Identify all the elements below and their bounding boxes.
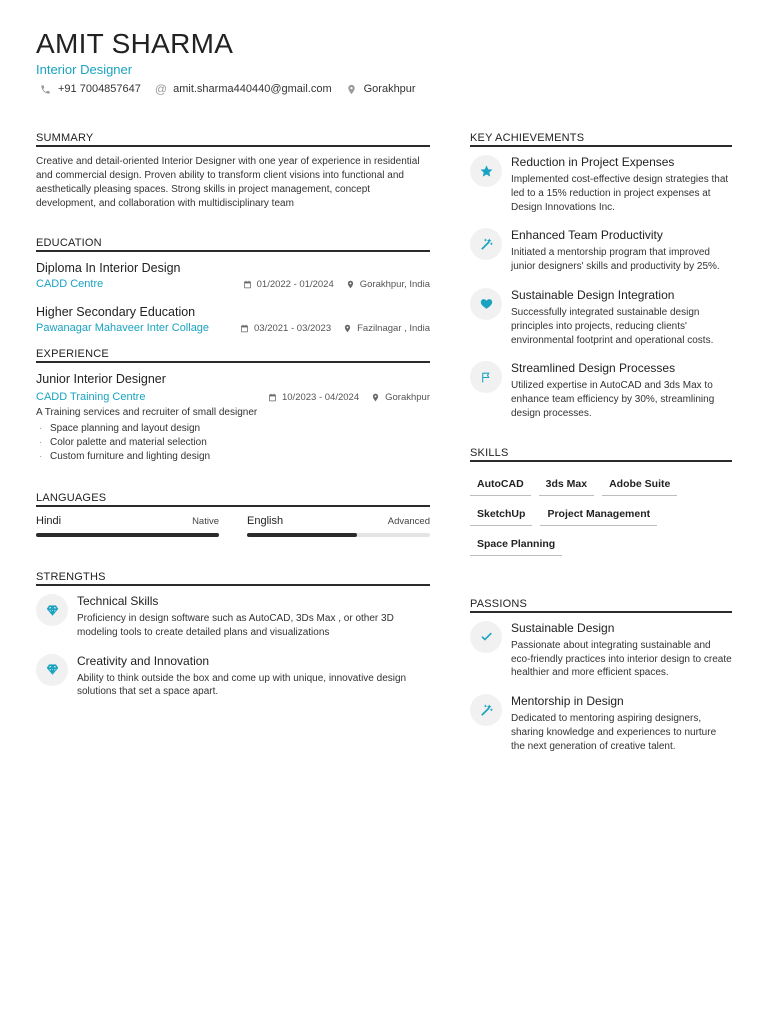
achievement-title: Streamlined Design Processes	[511, 361, 676, 376]
job-title: Interior Designer	[36, 62, 133, 77]
strength-desc: Proficiency in design software such as AutoCAD, 3Ds Max , or other 3D modeling tools to create detailed plans and visualizations	[77, 613, 394, 638]
experience-dates: 10/2023 - 04/2024	[281, 391, 360, 403]
skill-tag: 3ds Max	[539, 474, 594, 496]
school-name: Pawanagar Mahaveer Inter Collage	[36, 322, 210, 334]
education-location: Fazilnagar , India	[357, 322, 430, 334]
language-name: English	[247, 515, 284, 527]
phone-icon	[40, 84, 51, 95]
strengths-section	[36, 571, 430, 699]
strength-title: Creativity and Innovation	[77, 653, 210, 668]
achievement-item	[470, 155, 732, 214]
icon-circle	[470, 155, 502, 187]
languages-section	[36, 492, 430, 537]
achievement-title: Reduction in Project Expenses	[511, 155, 675, 169]
summary-text: Creative and detail-oriented Interior Designer with one year of experience in residential and commercial design. Proven ability to transform client visions into functional and aesthetically pleasing spaces. Strong skills in project management, concept development, and collaboration with multidisciplinary team	[36, 156, 420, 209]
achievements-section	[470, 132, 732, 421]
passions-section	[470, 598, 732, 754]
passion-item	[470, 694, 732, 753]
flag-icon	[480, 371, 493, 384]
strengths-heading: STRENGTHS	[36, 571, 430, 586]
list-item: · Color palette and material selection	[36, 436, 430, 450]
email-text[interactable]: amit.sharma440440@gmail.com	[173, 83, 332, 95]
language-level: Native	[192, 516, 219, 527]
company-name: CADD Training Centre	[36, 391, 146, 403]
calendar-icon	[243, 280, 252, 289]
skill-tag: Space Planning	[470, 534, 562, 556]
experience-location: Gorakhpur	[385, 391, 430, 403]
language-bar	[36, 533, 219, 537]
language-level: Advanced	[387, 516, 430, 527]
achievement-item	[470, 288, 732, 347]
skills-section	[470, 447, 732, 564]
summary-heading: SUMMARY	[36, 132, 430, 147]
achievement-item	[470, 361, 732, 420]
achievement-desc: Initiated a mentorship program that improved junior designers' skills and productivity by 25%.	[511, 247, 720, 273]
heart-icon	[480, 297, 493, 310]
icon-circle	[470, 694, 502, 726]
education-entry	[36, 304, 430, 334]
magic-wand-icon	[480, 704, 493, 717]
language-entry	[36, 515, 219, 537]
achievement-desc: Implemented cost-effective design strategies that led to a 15% reduction in project expenses at Design Innovations Inc.	[511, 174, 729, 213]
location-text: Gorakhpur	[363, 83, 416, 95]
calendar-icon	[268, 393, 277, 402]
summary-section	[36, 132, 430, 211]
passions-heading: PASSIONS	[470, 598, 732, 613]
icon-circle	[470, 288, 502, 320]
language-bar-fill	[247, 533, 357, 537]
location-pin-icon	[346, 280, 355, 289]
icon-circle	[470, 228, 502, 260]
check-icon	[480, 630, 493, 643]
contact-email	[155, 82, 332, 96]
icon-circle	[36, 594, 68, 626]
magic-wand-icon	[480, 238, 493, 251]
passion-title: Mentorship in Design	[511, 694, 624, 709]
list-item: · Custom furniture and lighting design	[36, 450, 430, 464]
role-title: Junior Interior Designer	[36, 372, 166, 386]
skills-list	[470, 474, 732, 564]
languages-heading: LANGUAGES	[36, 492, 430, 507]
degree-title: Higher Secondary Education	[36, 305, 196, 319]
icon-circle	[470, 621, 502, 653]
achievements-heading: KEY ACHIEVEMENTS	[470, 132, 732, 147]
achievement-desc: Successfully integrated sustainable design principles into projects, reducing clients' environmental footprint and operational costs.	[511, 306, 714, 346]
passion-desc: Dedicated to mentoring aspiring designers, sharing knowledge and experiences to nurture the next generation of creative talent.	[511, 713, 717, 752]
experience-heading: EXPERIENCE	[36, 348, 430, 363]
candidate-name: AMIT SHARMA	[36, 28, 234, 59]
education-section	[36, 237, 430, 334]
contact-bar	[40, 82, 430, 96]
language-bar-fill	[36, 533, 219, 537]
strength-title: Technical Skills	[77, 594, 159, 608]
language-bar	[247, 533, 430, 537]
strength-item	[36, 594, 430, 640]
school-name: CADD Centre	[36, 278, 104, 290]
language-name: Hindi	[36, 515, 62, 527]
education-entry	[36, 260, 430, 290]
education-dates: 03/2021 - 03/2023	[254, 322, 332, 334]
passion-item	[470, 621, 732, 680]
passion-title: Sustainable Design	[511, 620, 615, 635]
skills-heading: SKILLS	[470, 447, 732, 462]
contact-location	[346, 83, 416, 95]
achievement-item	[470, 228, 732, 274]
degree-title: Diploma In Interior Design	[36, 261, 181, 275]
list-item: · Space planning and layout design	[36, 422, 430, 436]
language-entry	[247, 515, 430, 537]
strength-desc: Ability to think outside the box and come up with unique, innovative design solutions that set a space apart.	[77, 672, 407, 698]
contact-phone	[40, 83, 141, 95]
achievement-title: Sustainable Design Integration	[511, 287, 675, 302]
left-column	[36, 132, 430, 713]
skill-tag: Adobe Suite	[602, 474, 677, 496]
achievement-title: Enhanced Team Productivity	[511, 228, 663, 243]
location-pin-icon	[343, 324, 352, 333]
icon-circle	[36, 654, 68, 686]
skill-tag: AutoCAD	[470, 474, 531, 496]
calendar-icon	[240, 324, 249, 333]
education-location: Gorakhpur, India	[359, 278, 430, 290]
icon-circle	[470, 361, 502, 393]
achievement-desc: Utilized expertise in AutoCAD and 3ds Max to enhance team efficiency by 30%, streamlining design processes.	[511, 380, 715, 419]
experience-bullets	[36, 422, 430, 464]
strength-item	[36, 654, 430, 700]
phone-text: +91 7004857647	[58, 83, 141, 95]
diamond-icon	[46, 604, 59, 617]
right-column	[470, 132, 732, 768]
diamond-icon	[46, 663, 59, 676]
location-pin-icon	[371, 393, 380, 402]
experience-description: A Training services and recruiter of small designer	[36, 407, 258, 418]
passion-desc: Passionate about integrating sustainable and eco-friendly practices into interior design to create healthier and more efficient spaces.	[511, 639, 732, 679]
skill-tag: SketchUp	[470, 504, 532, 526]
at-icon: @	[154, 82, 168, 96]
education-dates: 01/2022 - 01/2024	[256, 278, 334, 290]
education-heading: EDUCATION	[36, 237, 430, 252]
location-pin-icon	[346, 84, 357, 95]
skill-tag: Project Management	[540, 504, 657, 526]
star-badge-icon	[480, 165, 493, 178]
experience-section	[36, 348, 430, 464]
